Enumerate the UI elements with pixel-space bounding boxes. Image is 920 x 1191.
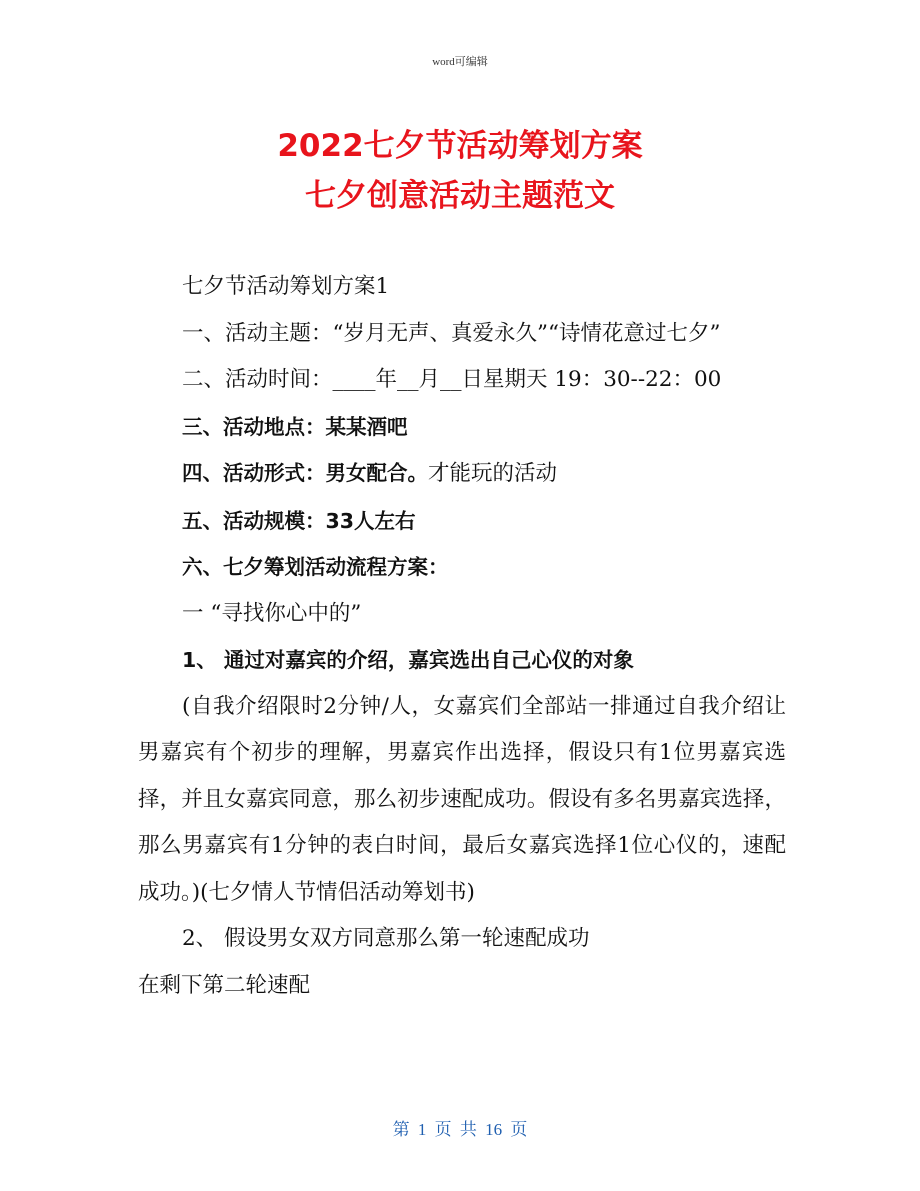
activity-process-heading: 六、七夕筹划活动流程方案： bbox=[182, 555, 449, 579]
activity-location: 三、活动地点：某某酒吧 bbox=[182, 414, 408, 439]
segment-title: 一 “寻找你心中的” bbox=[182, 600, 362, 626]
step-two-continued: 在剩下第二轮速配 bbox=[138, 972, 311, 998]
document-title: 2022七夕节活动筹划方案 bbox=[277, 128, 643, 164]
document-body bbox=[138, 264, 786, 1009]
step-one: 1、 通过对嘉宾的介绍，嘉宾选出自己心仪的对象 bbox=[182, 648, 634, 672]
page-footer: 第 1 页 共 16 页 bbox=[392, 1120, 528, 1139]
document-subtitle: 七夕创意活动主题范文 bbox=[305, 178, 615, 214]
activity-time: 二、活动时间：____年__月__日星期天 19：30--22：00 bbox=[182, 367, 722, 392]
activity-format-label: 四、活动形式：男女配合。 bbox=[182, 461, 428, 485]
step-two: 2、 假设男女双方同意那么第一轮速配成功 bbox=[182, 926, 590, 951]
section-heading: 七夕节活动筹划方案1 bbox=[182, 274, 390, 299]
activity-format-rest: 才能玩的活动 bbox=[428, 461, 558, 486]
header-note: word可编辑 bbox=[432, 56, 488, 68]
activity-format bbox=[138, 450, 786, 498]
step-one-detail: (自我介绍限时2分钟/人，女嘉宾们全部站一排通过自我介绍让男嘉宾有个初步的理解，男嘉宾作出选择，假设只有1位男嘉宾选择，并且女嘉宾同意，那么初步速配成功。假设有多名男嘉宾选择，那么男嘉宾有1分钟的表白时间，最后女嘉宾选择1位心仪的，速配成功。)(七夕情人节情侣活动筹划书) bbox=[138, 693, 786, 905]
activity-scale: 五、活动规模：33人左右 bbox=[182, 508, 416, 533]
activity-theme: 一、活动主题：“岁月无声、真爱永久”“诗情花意过七夕” bbox=[182, 320, 721, 346]
